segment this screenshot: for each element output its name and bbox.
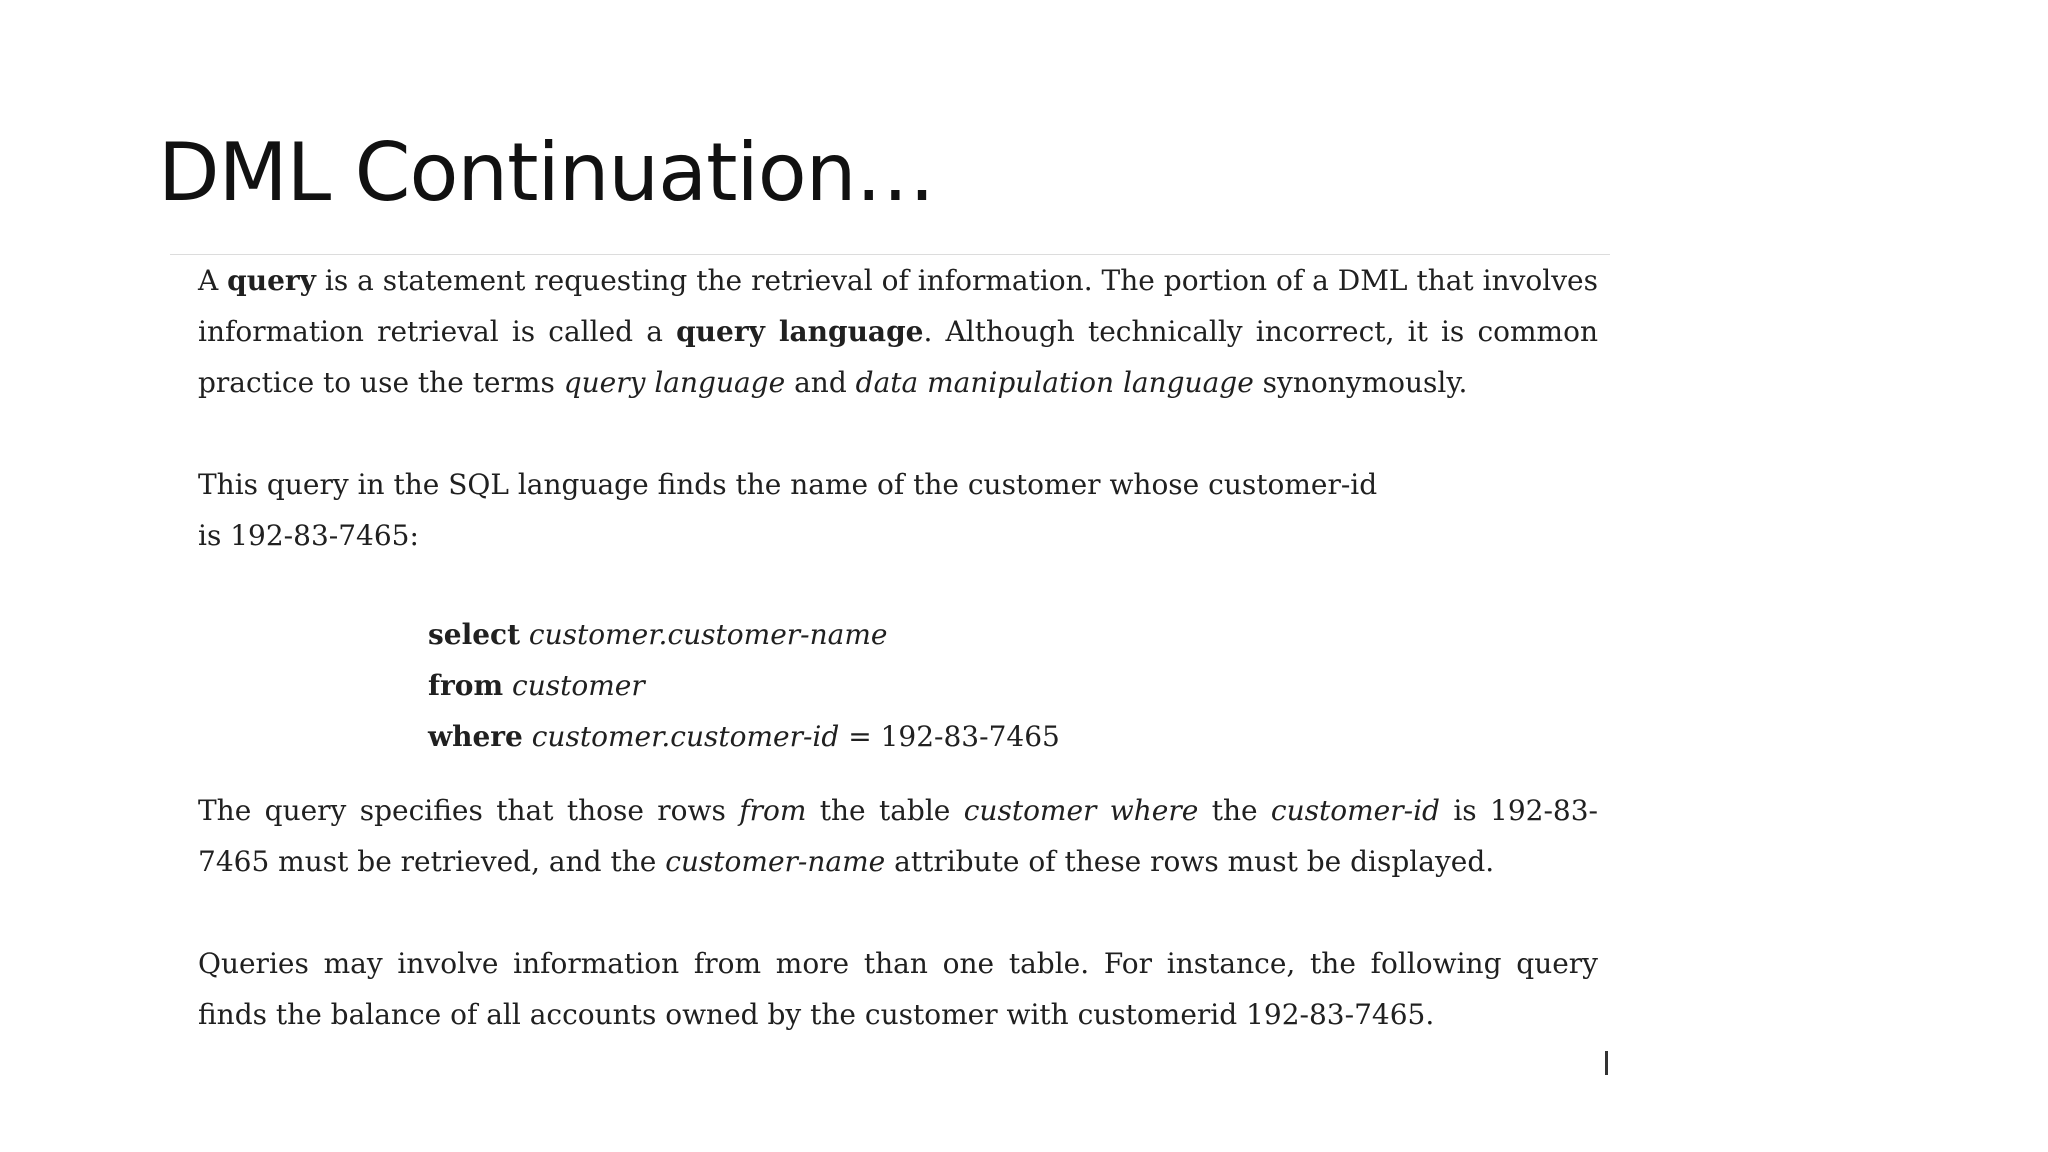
sql-value: = 192-83-7465 — [839, 720, 1060, 753]
sql-query-block — [428, 609, 1060, 762]
italic-term: customer-id — [1270, 794, 1440, 827]
sql-keyword: from — [428, 669, 504, 702]
text: the — [1198, 794, 1271, 827]
text: and — [785, 366, 856, 399]
text-cursor-icon — [1605, 1051, 1608, 1075]
bold-term: query — [227, 264, 316, 297]
sql-expression: customer.customer-id — [531, 720, 840, 753]
paragraph-multi-table — [198, 938, 1598, 1040]
sql-from-line — [428, 660, 1060, 711]
text: is a statement requesting the retrieval of information. The portion of a DML that involves information retrieval is called a — [198, 264, 1598, 348]
sql-keyword: where — [428, 720, 523, 753]
paragraph-query-explanation — [198, 785, 1598, 887]
italic-term: query language — [563, 366, 786, 399]
text: attribute of these rows must be displayed. — [885, 845, 1495, 878]
slide-title: DML Continuation… — [158, 126, 935, 219]
paragraph-sql-intro — [198, 459, 1598, 561]
text: A — [198, 264, 228, 297]
text: The query specifies that those rows — [198, 794, 740, 827]
italic-term: from — [739, 794, 807, 827]
document-excerpt — [170, 254, 1610, 1084]
sql-keyword: select — [428, 618, 521, 651]
paragraph-query-definition — [198, 255, 1598, 408]
sql-expression: customer.customer-name — [528, 618, 888, 651]
italic-term: customer where — [963, 794, 1199, 827]
text-line: is 192-83-7465: — [198, 519, 419, 552]
sql-select-line — [428, 609, 1060, 660]
text: is 192-83-7465 must be retrieved, and the — [198, 794, 1599, 878]
sql-where-line — [428, 711, 1060, 762]
italic-term: data manipulation language — [855, 366, 1254, 399]
text: the table — [806, 794, 964, 827]
text: Queries may involve information from more than one table. For instance, the following query finds the balance of all accounts owned by the customer with customerid 192-83-7465. — [198, 947, 1598, 1031]
text: synonymously. — [1253, 366, 1468, 399]
bold-term: query language — [676, 315, 924, 348]
sql-expression: customer — [512, 669, 645, 702]
italic-term: customer-name — [665, 845, 886, 878]
text-line: This query in the SQL language finds the name of the customer whose customer-id — [198, 468, 1378, 501]
text: . Although technically incorrect, it is common practice to use the terms — [198, 315, 1598, 399]
